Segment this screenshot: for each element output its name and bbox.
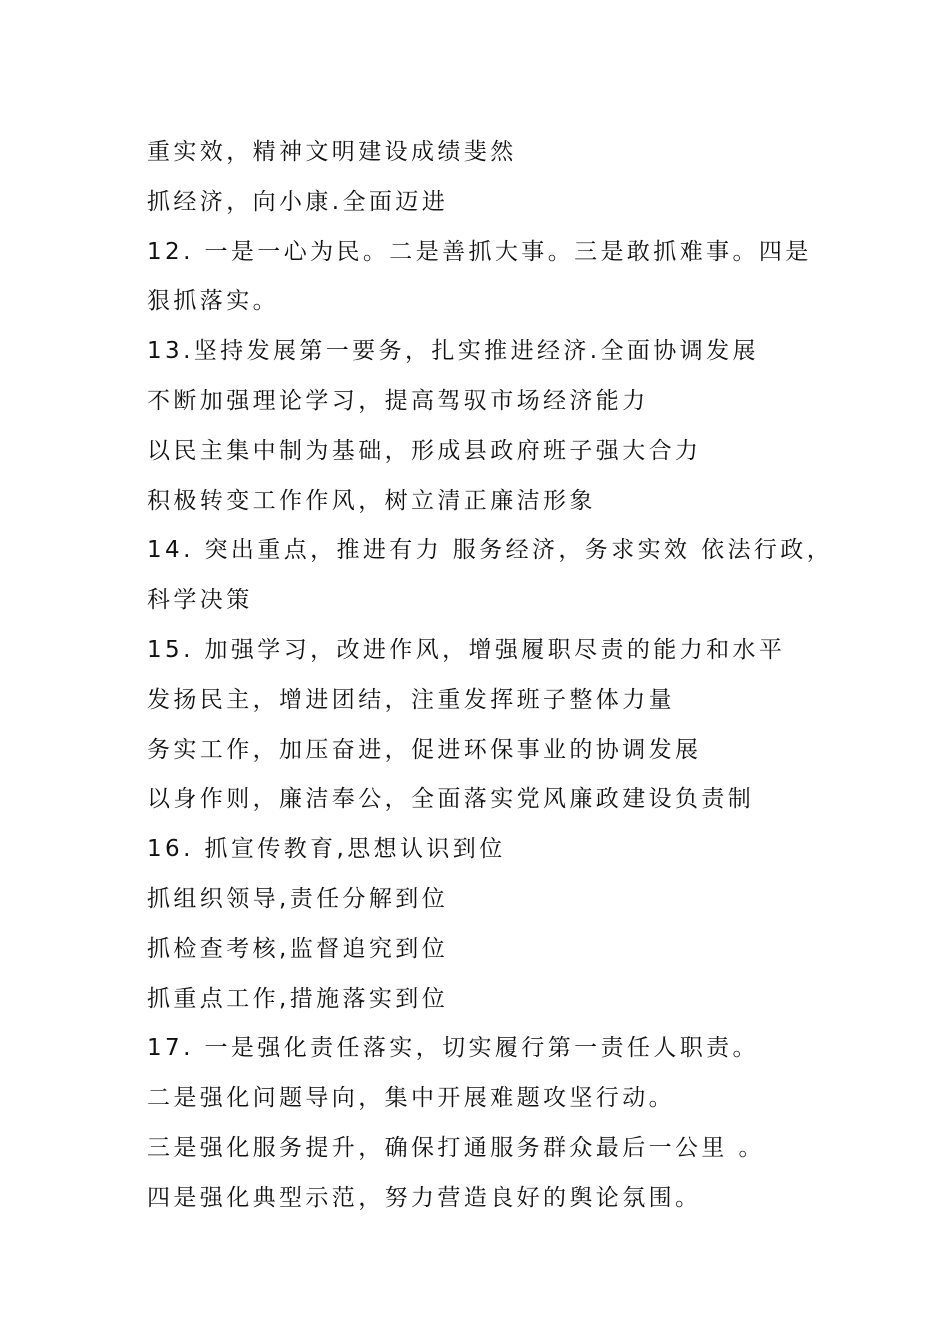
text-line: 发扬民主，增进团结，注重发挥班子整体力量 xyxy=(147,686,675,713)
text-line: 12. 一是一心为民。二是善抓大事。三是敢抓难事。四是 xyxy=(147,238,812,265)
text-line: 15. 加强学习，改进作风，增强履职尽责的能力和水平 xyxy=(147,636,786,663)
text-line: 二是强化问题导向，集中开展难题攻坚行动。 xyxy=(147,1085,675,1112)
text-line: 以身作则，廉洁奉公，全面落实党风廉政建设负责制 xyxy=(147,786,755,813)
text-line: 抓重点工作,措施落实到位 xyxy=(147,985,449,1012)
text-line: 狠抓落实。 xyxy=(147,288,279,315)
text-line: 科学决策 xyxy=(147,587,253,614)
text-line: 抓检查考核,监督追究到位 xyxy=(147,935,449,962)
text-line: 务实工作，加压奋进，促进环保事业的协调发展 xyxy=(147,736,702,763)
document-body xyxy=(147,128,847,1224)
text-line: 14. 突出重点，推进有力 服务经济，务求实效 依法行政， xyxy=(147,537,834,564)
text-line: 抓经济，向小康.全面迈进 xyxy=(147,188,449,215)
text-line: 13.坚持发展第一要务，扎实推进经济.全面协调发展 xyxy=(147,338,759,365)
text-line: 17. 一是强化责任落实，切实履行第一责任人职责。 xyxy=(147,1035,759,1062)
text-line: 16. 抓宣传教育,思想认识到位 xyxy=(147,836,506,863)
text-line: 积极转变工作作风，树立清正廉洁形象 xyxy=(147,487,596,514)
text-line: 以民主集中制为基础，形成县政府班子强大合力 xyxy=(147,437,702,464)
text-line: 抓组织领导,责任分解到位 xyxy=(147,885,449,912)
text-line: 重实效，精神文明建设成绩斐然 xyxy=(147,139,517,165)
text-line: 不断加强理论学习，提高驾驭市场经济能力 xyxy=(147,387,649,414)
text-line: 三是强化服务提升，确保打通服务群众最后一公里 。 xyxy=(147,1134,765,1161)
text-line: 四是强化典型示范，努力营造良好的舆论氛围。 xyxy=(147,1184,702,1211)
